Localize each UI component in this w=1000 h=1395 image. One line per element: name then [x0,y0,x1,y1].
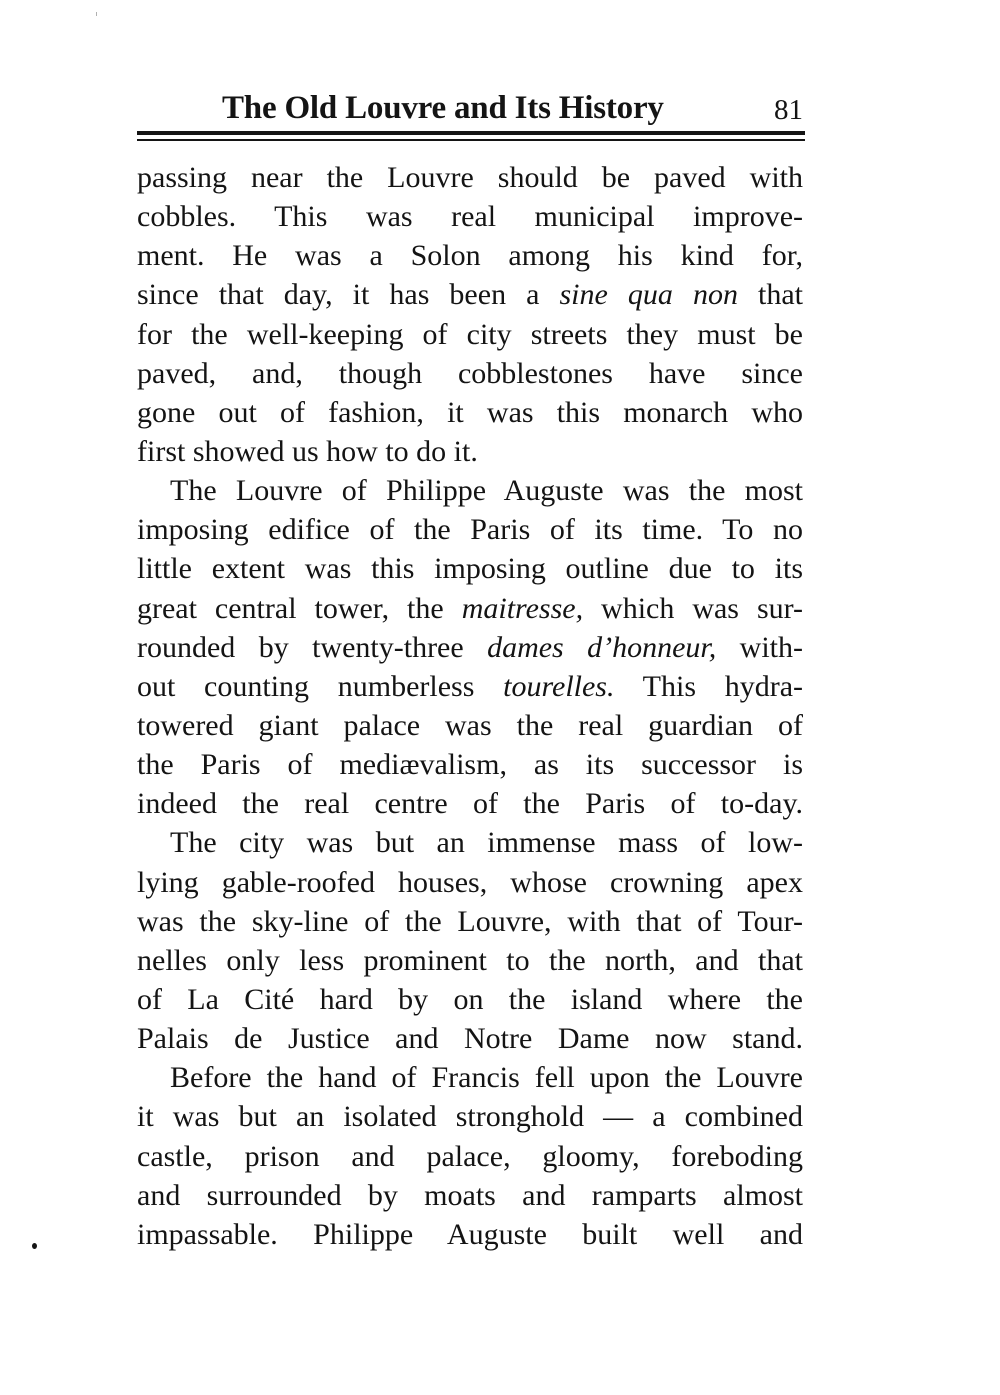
running-title: The Old Louvre and Its History [222,90,664,126]
text-run: great central tower, the [137,591,462,625]
running-head [137,86,805,130]
text-line: The Louvre of Philippe Auguste was the most [170,474,803,508]
text-line: for the well-keeping of city streets they must be [137,317,803,351]
text-line: passing near the Louvre should be paved with [137,161,803,194]
text-line: imposing edifice of the Paris of its time. To no [137,513,803,547]
italic-phrase: maitresse, [461,591,584,625]
text-line: Before the hand of Francis fell upon the Louvre [170,1061,803,1095]
text-line: of La Cité hard by on the island where the [137,982,803,1016]
text-run: since that day, it has been a [137,278,560,312]
text-line [137,589,803,628]
text-run: This hydra- [614,669,803,703]
text-run: with- [716,630,803,664]
text-line: towered giant palace was the real guardian of [137,708,803,742]
text-run: out counting numberless [137,669,504,703]
text-line: The city was but an immense mass of low- [170,826,803,860]
text-line: paved, and, though cobblestones have since [137,356,803,390]
text-line: lying gable-roofed houses, whose crowning apex [137,865,803,899]
text-line: little extent was this imposing outline due to its [137,552,803,586]
text-line: ment. He was a Solon among his kind for, [137,239,803,273]
text-line: Palais de Justice and Notre Dame now stand. [137,1022,803,1056]
italic-phrase: dames d’honneur, [487,630,717,664]
text-line: cobbles. This was real municipal improve- [137,200,803,234]
text-run: that [737,278,803,312]
header-rule-thick [137,131,805,135]
text-line: nelles only less prominent to the north, and that [137,943,803,977]
text-line: indeed the real centre of the Paris of to-day. [137,787,803,821]
text-line [137,275,803,314]
text-run: rounded by twenty-three [137,630,488,664]
text-line [137,628,803,667]
text-run: which was sur- [583,591,803,625]
text-line: and surrounded by moats and ramparts almost [137,1178,803,1212]
text-line: gone out of fashion, it was this monarch who [137,395,803,429]
text-line: impassable. Philippe Auguste built well and [137,1217,803,1251]
ink-speck [32,1243,37,1249]
page-number: 81 [774,94,803,126]
text-line [137,667,803,706]
text-line: it was but an isolated stronghold — a combined [137,1100,803,1134]
text-line: the Paris of mediævalism, as its successor is [137,748,803,782]
italic-phrase: sine qua non [559,278,738,312]
header-rule-thin [137,139,805,141]
text-line: first showed us how to do it. [137,434,478,468]
text-line: castle, prison and palace, gloomy, foreboding [137,1139,803,1173]
text-line: was the sky-line of the Louvre, with that of Tour- [137,904,803,938]
scan-speck [96,12,97,16]
italic-phrase: tourelles. [503,669,615,703]
body-text [137,158,803,1254]
